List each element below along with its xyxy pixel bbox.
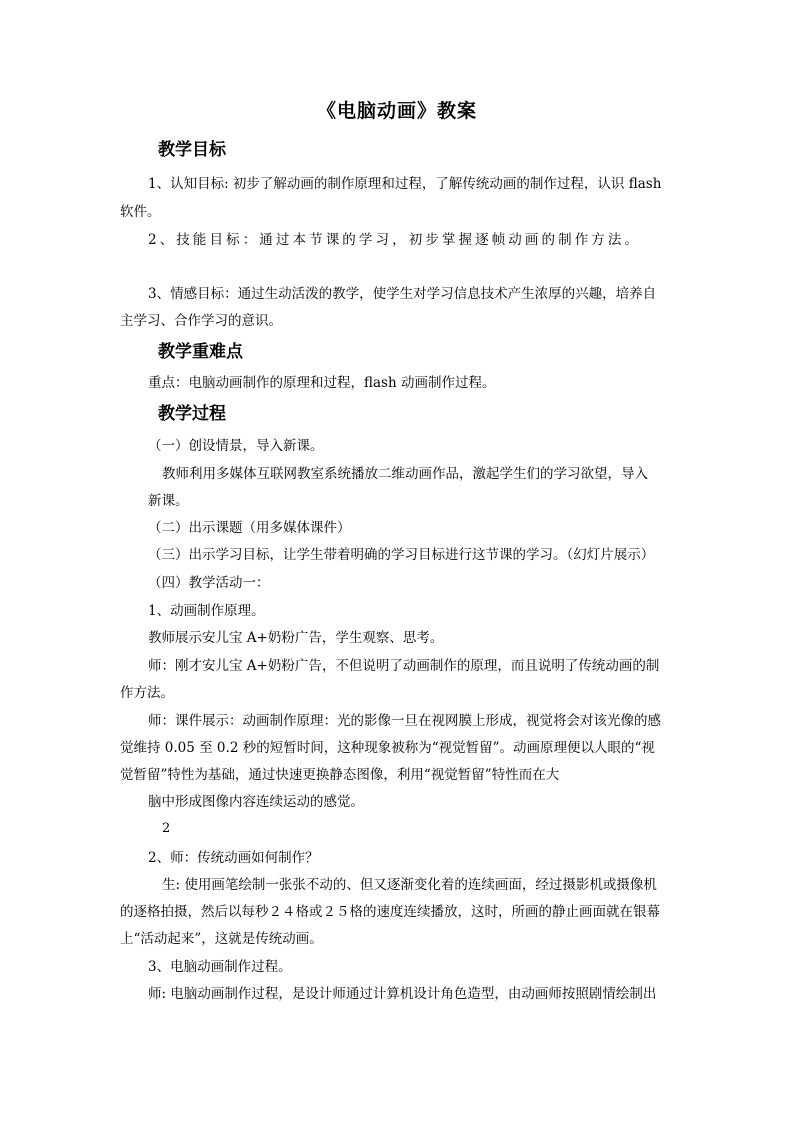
heading-keypoints: 教学重难点: [158, 342, 243, 362]
heading-objectives: 教学目标: [158, 140, 226, 160]
heading-process: 教学过程: [158, 404, 226, 424]
process-paragraph-7: 教师展示安儿宝 A+奶粉广告，学生观察、思考。: [148, 630, 444, 646]
objective-emotion-line1: 3、情感目标：通过生动活泼的教学，使学生对学习信息技术产生浓厚的兴趣，培养自: [148, 286, 657, 302]
process-step-1: （一）创设情景，导入新课。: [148, 438, 324, 454]
process-item-3: 3、电脑动画制作过程。: [148, 959, 292, 975]
process-step-3: （三）出示学习目标，让学生带着明确的学习目标进行这节课的学习。（幻灯片展示）: [148, 547, 655, 563]
process-paragraph-8-line1: 师：刚才安儿宝 A+奶粉广告，不但说明了动画制作的原理，而且说明了传统动画的制: [148, 658, 660, 674]
process-item-2: 2、师：传统动画如何制作？: [148, 850, 319, 866]
process-paragraph-11-line3: 上“活动起来”，这就是传统动画。: [120, 931, 323, 947]
process-paragraph-9-line3: 觉暂留”特性为基础，通过快速更换静态图像，利用“视觉暂留”特性而在大: [120, 767, 560, 783]
document-title: 《电脑动画》教案: [316, 100, 477, 122]
objective-emotion-line2: 主学习、合作学习的意识。: [120, 313, 282, 329]
process-paragraph-8-line2: 作方法。: [120, 685, 174, 701]
process-item-1: 1、动画制作原理。: [148, 603, 265, 619]
process-paragraph-11-line2: 的逐格拍摄，然后以每秒２４格或２５格的速度连续播放，这时，所画的静止画面就在银幕: [120, 904, 660, 920]
process-step-4: （四）教学活动一：: [148, 575, 270, 591]
process-paragraph-2-line1: 教师利用多媒体互联网教室系统播放二维动画作品，激起学生们的学习欲望，导入: [162, 466, 648, 482]
keypoints-line: 重点：电脑动画制作的原理和过程，flash 动画制作过程。: [148, 375, 496, 391]
process-paragraph-9-line1: 师：课件展示：动画制作原理：光的影像一旦在视网膜上形成，视觉将会对该光像的感: [148, 713, 661, 729]
process-paragraph-9-line2: 觉维持 0.05 至 0.2 秒的短暂时间，这种现象被称为“视觉暂留”。动画原理便以人眼的“视: [120, 740, 655, 756]
process-paragraph-2-line2: 新课。: [148, 493, 189, 509]
objective-skill-line1: 2、技能目标：通过本节课的学习，初步掌握逐帧动画的制作方法。: [148, 232, 642, 248]
process-paragraph-11-line1: 生: 使用画笔绘制一张张不动的、但又逐渐变化着的连续画面，经过摄影机或摄像机: [162, 877, 657, 893]
process-paragraph-9-line4: 脑中形成图像内容连续运动的感觉。: [148, 794, 364, 810]
objective-cognitive-line2: 软件。: [120, 204, 161, 220]
process-paragraph-13-line1: 师: 电脑动画制作过程，是设计师通过计算机设计角色造型，由动画师按照剧情绘制出: [148, 986, 657, 1002]
objective-cognitive-line1: 1、认知目标: 初步了解动画的制作原理和过程，了解传统动画的制作过程，认识 flash: [148, 176, 662, 192]
page-number: 2: [162, 821, 171, 836]
process-step-2: （二）出示课题（用多媒体课件）: [148, 520, 351, 536]
